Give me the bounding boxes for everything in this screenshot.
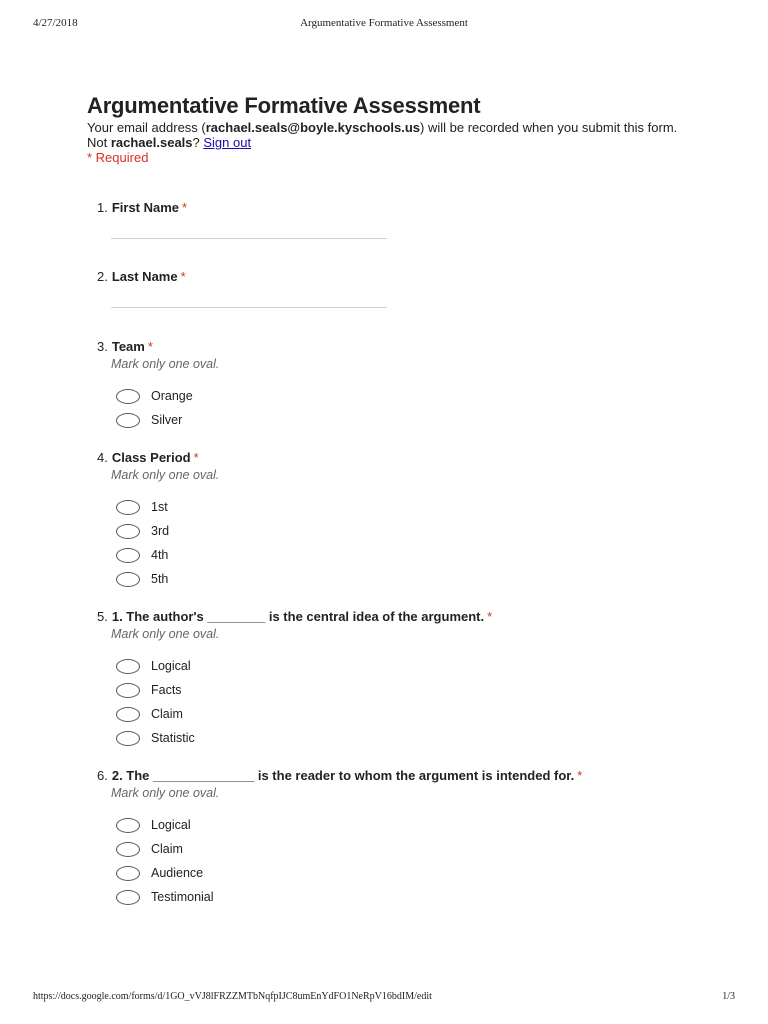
option-testimonial[interactable]: Testimonial: [116, 885, 717, 909]
radio-oval[interactable]: [116, 731, 140, 746]
account-line: Not rachael.seals? Sign out: [87, 135, 252, 150]
user-email: rachael.seals@boyle.kyschools.us: [205, 120, 421, 135]
option-statistic[interactable]: Statistic: [116, 726, 717, 750]
question-title: 5. 1. The author's ________ is the central idea of the argument. *: [97, 609, 493, 624]
options-list: [116, 813, 717, 909]
form-title: Argumentative Formative Assessment: [87, 93, 481, 118]
question-title: 4. Class Period *: [97, 450, 199, 465]
required-asterisk: *: [147, 339, 153, 354]
option-facts[interactable]: Facts: [116, 678, 717, 702]
print-url: https://docs.google.com/forms/d/1GO_vVJ8lFRZZMTbNqfpIJC8umEnYdFO1NeRpV16bdIM/edit: [33, 991, 432, 1002]
question-title: 3. Team *: [97, 339, 153, 354]
radio-oval[interactable]: [116, 548, 140, 563]
option-4th[interactable]: 4th: [116, 543, 717, 567]
last-name-field[interactable]: [111, 285, 387, 308]
print-doc-title: Argumentative Formative Assessment: [300, 17, 468, 29]
print-footer: [0, 991, 768, 1005]
option-5th[interactable]: 5th: [116, 567, 717, 591]
form-header: [87, 92, 727, 165]
question-team: [97, 339, 717, 432]
radio-oval[interactable]: [116, 572, 140, 587]
option-orange[interactable]: Orange: [116, 384, 717, 408]
question-first-name: [97, 200, 717, 239]
question-help: Mark only one oval.: [111, 357, 220, 371]
print-date: 4/27/2018: [33, 17, 78, 29]
question-help: Mark only one oval.: [111, 468, 220, 482]
radio-oval[interactable]: [116, 659, 140, 674]
radio-oval[interactable]: [116, 707, 140, 722]
radio-oval[interactable]: [116, 389, 140, 404]
sign-out-link[interactable]: Sign out: [203, 135, 252, 150]
question-central-idea: [97, 609, 717, 750]
question-class-period: [97, 450, 717, 591]
radio-oval[interactable]: [116, 500, 140, 515]
radio-oval[interactable]: [116, 842, 140, 857]
radio-oval[interactable]: [116, 818, 140, 833]
options-list: [116, 654, 717, 750]
question-last-name: [97, 269, 717, 308]
question-title: 2. Last Name *: [97, 269, 186, 284]
question-help: Mark only one oval.: [111, 627, 220, 641]
question-title: 6. 2. The ______________ is the reader to whom the argument is intended for. *: [97, 768, 583, 783]
radio-oval[interactable]: [116, 683, 140, 698]
question-title: 1. First Name *: [97, 200, 188, 215]
required-note: * Required: [87, 150, 149, 165]
radio-oval[interactable]: [116, 890, 140, 905]
option-logical[interactable]: Logical: [116, 654, 717, 678]
required-asterisk: *: [193, 450, 199, 465]
option-1st[interactable]: 1st: [116, 495, 717, 519]
radio-oval[interactable]: [116, 413, 140, 428]
question-reader: [97, 768, 717, 909]
option-3rd[interactable]: 3rd: [116, 519, 717, 543]
option-claim[interactable]: Claim: [116, 837, 717, 861]
required-asterisk: *: [180, 269, 186, 284]
required-asterisk: *: [182, 200, 188, 215]
options-list: [116, 495, 717, 591]
print-header: [0, 17, 768, 31]
option-claim[interactable]: Claim: [116, 702, 717, 726]
options-list: [116, 384, 717, 432]
required-asterisk: *: [577, 768, 583, 783]
user-name: rachael.seals: [110, 135, 193, 150]
radio-oval[interactable]: [116, 866, 140, 881]
first-name-field[interactable]: [111, 216, 387, 239]
option-logical[interactable]: Logical: [116, 813, 717, 837]
option-audience[interactable]: Audience: [116, 861, 717, 885]
radio-oval[interactable]: [116, 524, 140, 539]
email-notice: Your email address (rachael.seals@boyle.kyschools.us) will be recorded when you submit this form.: [87, 120, 678, 135]
option-silver[interactable]: Silver: [116, 408, 717, 432]
required-asterisk: *: [487, 609, 493, 624]
page-number: 1/3: [722, 991, 735, 1002]
question-help: Mark only one oval.: [111, 786, 220, 800]
